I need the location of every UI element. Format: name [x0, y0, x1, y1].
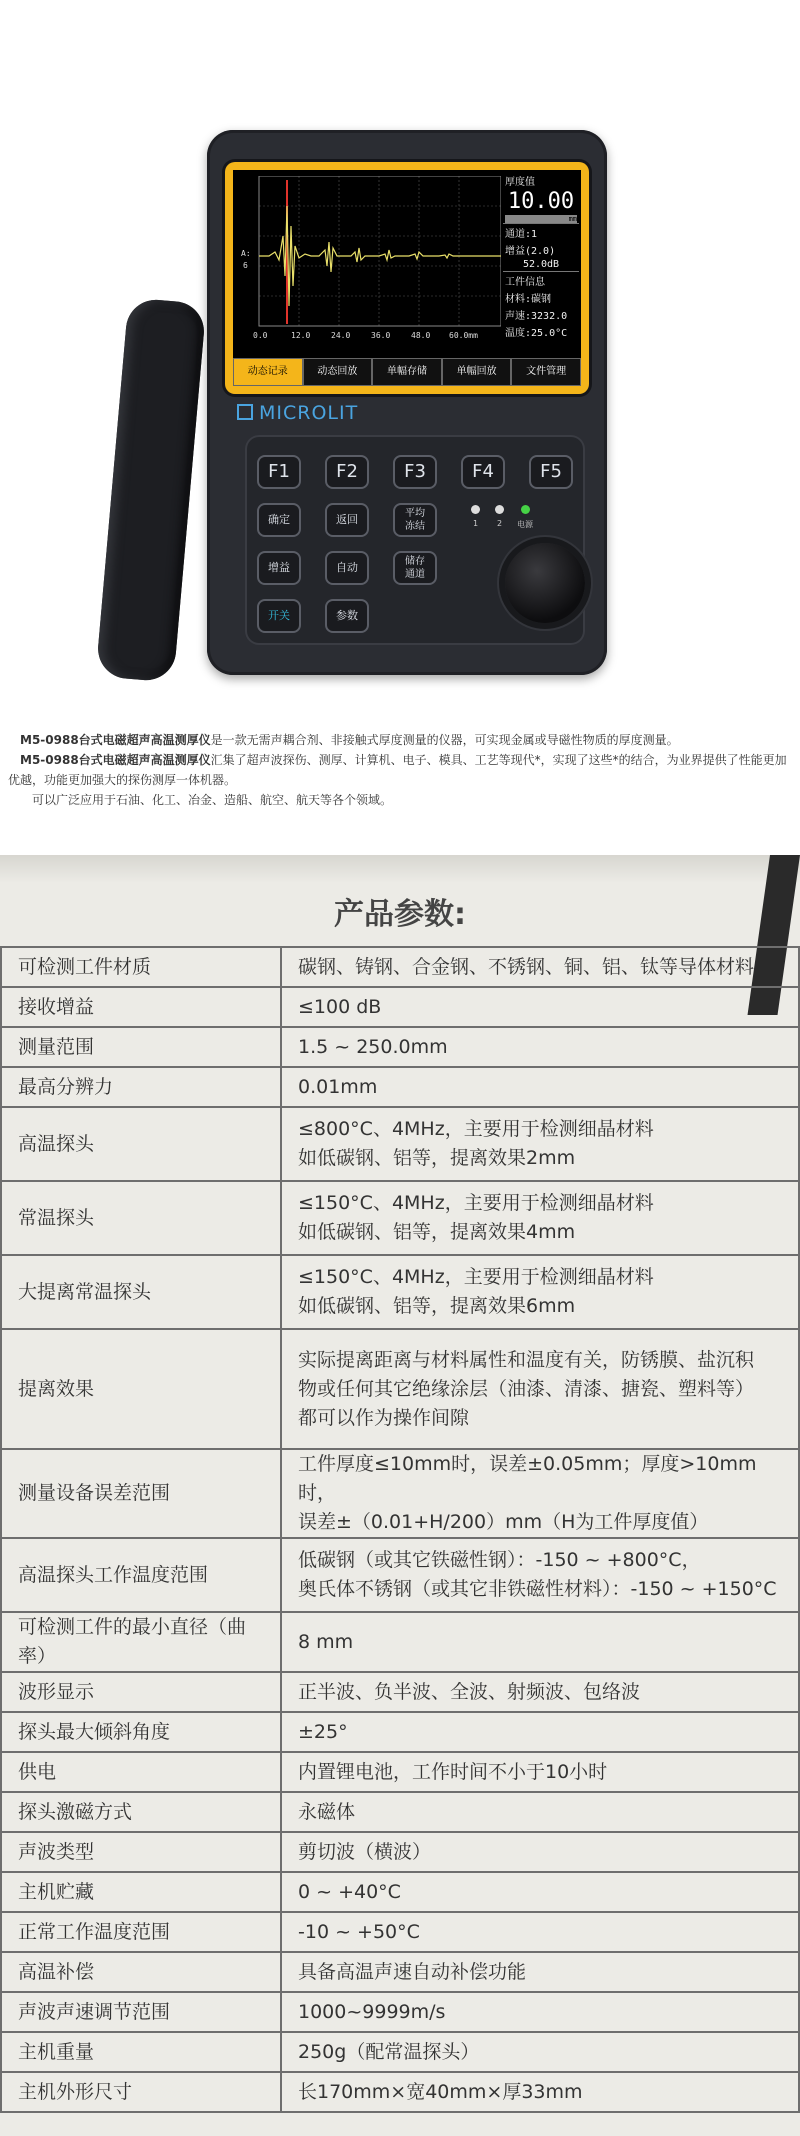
led-2: [495, 505, 504, 514]
spec-row: [1, 1992, 799, 2032]
spec-label: 高温探头工作温度范围: [1, 1538, 281, 1612]
average-freeze-key[interactable]: [393, 503, 437, 537]
spec-label: 常温探头: [1, 1181, 281, 1255]
intro-paragraph: [0, 790, 800, 810]
led-1: [471, 505, 480, 514]
product-name: M5-0988台式电磁超声高温测厚仪: [20, 733, 211, 747]
waveform-plot: [239, 176, 501, 354]
axis-a-label: A:: [241, 249, 251, 258]
thickness-label: 厚度值: [505, 177, 535, 188]
x-tick: 0.0: [253, 331, 268, 340]
x-tick: 12.0: [291, 331, 311, 340]
spec-sheet: [0, 855, 800, 2136]
power-key[interactable]: 开关: [257, 599, 301, 633]
spec-row: [1, 1872, 799, 1912]
power-led: [521, 505, 530, 514]
device-body: [207, 130, 607, 675]
screen-menu-bar: [233, 358, 581, 386]
readout-panel: [503, 172, 579, 358]
spec-row: [1, 2072, 799, 2112]
spec-label: 测量设备误差范围: [1, 1449, 281, 1538]
spec-value: 碳钢、铸钢、合金钢、不锈钢、铜、铝、钛等导体材料: [281, 947, 799, 987]
workpiece-info: 工件信息: [503, 271, 579, 289]
x-tick: 36.0: [371, 331, 391, 340]
spec-value: 永磁体: [281, 1792, 799, 1832]
spec-label: 声波声速调节范围: [1, 1992, 281, 2032]
back-key[interactable]: 返回: [325, 503, 369, 537]
spec-value: 1000~9999m/s: [281, 1992, 799, 2032]
spec-row: [1, 1952, 799, 1992]
spec-label: 最高分辨力: [1, 1067, 281, 1107]
menu-dynamic-playback[interactable]: 动态回放: [303, 358, 373, 386]
spec-value: 1.5 ~ 250.0mm: [281, 1027, 799, 1067]
spec-value: 长170mm×宽40mm×厚33mm: [281, 2072, 799, 2112]
channel-readout: 通道:1: [503, 223, 579, 241]
f3-key[interactable]: F3: [393, 455, 437, 489]
spec-value: 具备高温声速自动补偿功能: [281, 1952, 799, 1992]
f4-key[interactable]: F4: [461, 455, 505, 489]
spec-table: [0, 946, 800, 2113]
velocity-readout: 声速:3232.0: [505, 311, 568, 322]
intro-paragraph: [0, 750, 800, 790]
material-readout: 材料:碳钢: [505, 294, 552, 305]
spec-label: 提离效果: [1, 1329, 281, 1449]
spec-label: 波形显示: [1, 1672, 281, 1712]
spec-row: [1, 1067, 799, 1107]
spec-label: 声波类型: [1, 1832, 281, 1872]
device-screen: [233, 170, 581, 386]
spec-value: 8 mm: [281, 1612, 799, 1672]
spec-value: ≤150°C、4MHz，主要用于检测细晶材料 如低碳钢、铝等，提离效果6mm: [281, 1255, 799, 1329]
params-key[interactable]: 参数: [325, 599, 369, 633]
spec-label: 测量范围: [1, 1027, 281, 1067]
spec-label: 大提离常温探头: [1, 1255, 281, 1329]
led-label: 1: [473, 519, 479, 528]
menu-single-playback[interactable]: 单幅回放: [442, 358, 512, 386]
axis-a-value: 6: [243, 261, 248, 270]
spec-row: [1, 1672, 799, 1712]
f1-key[interactable]: F1: [257, 455, 301, 489]
confirm-key[interactable]: 确定: [257, 503, 301, 537]
key-line: 通道: [405, 569, 425, 580]
screen-bezel: [225, 162, 589, 394]
product-name: M5-0988台式电磁超声高温测厚仪: [20, 753, 211, 767]
spec-value: 工件厚度≤10mm时，误差±0.05mm；厚度>10mm时， 误差±（0.01+H/200）mm（H为工件厚度值）: [281, 1449, 799, 1538]
f5-key[interactable]: F5: [529, 455, 573, 489]
key-line: 平均: [405, 508, 425, 519]
gain-label: 增益(2.0): [505, 246, 556, 257]
spec-row: [1, 1832, 799, 1872]
spec-row: [1, 1329, 799, 1449]
spec-label: 接收增益: [1, 987, 281, 1027]
spec-value: 0 ~ +40°C: [281, 1872, 799, 1912]
temperature-readout: 温度:25.0°C: [505, 328, 568, 339]
led-label: 电源: [517, 520, 533, 529]
key-line: 储存: [405, 556, 425, 567]
gain-value: 52.0dB: [522, 259, 560, 270]
thickness-unit: mm: [505, 215, 577, 223]
spec-row: [1, 947, 799, 987]
spec-value: 内置锂电池，工作时间不小于10小时: [281, 1752, 799, 1792]
key-line: 冻结: [405, 521, 425, 532]
spec-value: -10 ~ +50°C: [281, 1912, 799, 1952]
spec-label: 可检测工件的最小直径（曲率）: [1, 1612, 281, 1672]
spec-value: 正半波、负半波、全波、射频波、包络波: [281, 1672, 799, 1712]
spec-row: [1, 1255, 799, 1329]
brand-logo: [237, 402, 358, 424]
spec-label: 正常工作温度范围: [1, 1912, 281, 1952]
menu-single-store[interactable]: 单幅存储: [372, 358, 442, 386]
intro-text: 汇集了超声波探伤、测厚、计算机、电子、模具、工艺等现代*，实现了这些*的结合，为业界提供了性能更加优越，功能更加强大的探伤测厚一体机器。: [8, 753, 787, 787]
x-tick: 48.0: [411, 331, 431, 340]
rotary-knob[interactable]: [505, 543, 585, 623]
hand-strap: [96, 297, 207, 682]
led-label: 2: [497, 519, 503, 528]
menu-dynamic-record[interactable]: 动态记录: [233, 358, 303, 386]
intro-text: 是一款无需声耦合剂、非接触式厚度测量的仪器，可实现金属或导磁性物质的厚度测量。: [210, 733, 679, 747]
spec-value: ±25°: [281, 1712, 799, 1752]
product-intro: [0, 730, 800, 850]
spec-value: ≤100 dB: [281, 987, 799, 1027]
waveform-trace: [259, 206, 501, 306]
spec-label: 高温探头: [1, 1107, 281, 1181]
spec-row: [1, 1612, 799, 1672]
spec-row: [1, 1792, 799, 1832]
spec-row: [1, 2032, 799, 2072]
spec-row: [1, 1107, 799, 1181]
spec-label: 探头最大倾斜角度: [1, 1712, 281, 1752]
spec-value: 实际提离距离与材料属性和温度有关，防锈膜、盐沉积 物或任何其它绝缘涂层（油漆、清漆、搪瓷、塑料等） 都可以作为操作间隙: [281, 1329, 799, 1449]
spec-value: 250g（配常温探头）: [281, 2032, 799, 2072]
spec-value: 剪切波（横波）: [281, 1832, 799, 1872]
f2-key[interactable]: F2: [325, 455, 369, 489]
spec-label: 主机重量: [1, 2032, 281, 2072]
device-photo: [0, 0, 800, 700]
menu-file-manage[interactable]: 文件管理: [511, 358, 581, 386]
spec-value: 0.01mm: [281, 1067, 799, 1107]
gain-key[interactable]: 增益: [257, 551, 301, 585]
x-tick: 60.0mm: [449, 331, 478, 340]
intro-paragraph: [0, 730, 800, 750]
spec-row: [1, 1181, 799, 1255]
spec-row: [1, 1912, 799, 1952]
intro-text: 可以广泛应用于石油、化工、冶金、造船、航空、航天等各个领域。: [32, 793, 393, 807]
store-channel-key[interactable]: [393, 551, 437, 585]
spec-label: 供电: [1, 1752, 281, 1792]
spec-row: [1, 1027, 799, 1067]
spec-label: 主机贮藏: [1, 1872, 281, 1912]
thickness-value: 10.00: [507, 189, 575, 214]
spec-row: [1, 1752, 799, 1792]
x-tick: 24.0: [331, 331, 351, 340]
brand-mark-icon: [237, 404, 253, 420]
keypad: [245, 435, 585, 645]
spec-row: [1, 987, 799, 1027]
spec-label: 可检测工件材质: [1, 947, 281, 987]
spec-row: [1, 1538, 799, 1612]
spec-value: ≤800°C、4MHz，主要用于检测细晶材料 如低碳钢、铝等，提离效果2mm: [281, 1107, 799, 1181]
spec-title: 产品参数:: [334, 897, 466, 932]
spec-label: 高温补偿: [1, 1952, 281, 1992]
spec-row: [1, 1449, 799, 1538]
auto-key[interactable]: 自动: [325, 551, 369, 585]
spec-row: [1, 1712, 799, 1752]
spec-label: 主机外形尺寸: [1, 2072, 281, 2112]
spec-label: 探头激磁方式: [1, 1792, 281, 1832]
brand-name: MICROLIT: [259, 402, 359, 424]
spec-value: 低碳钢（或其它铁磁性钢）：-150 ~ +800°C， 奥氏体不锈钢（或其它非铁磁性材料）：-150 ~ +150°C: [281, 1538, 799, 1612]
spec-value: ≤150°C、4MHz，主要用于检测细晶材料 如低碳钢、铝等，提离效果4mm: [281, 1181, 799, 1255]
